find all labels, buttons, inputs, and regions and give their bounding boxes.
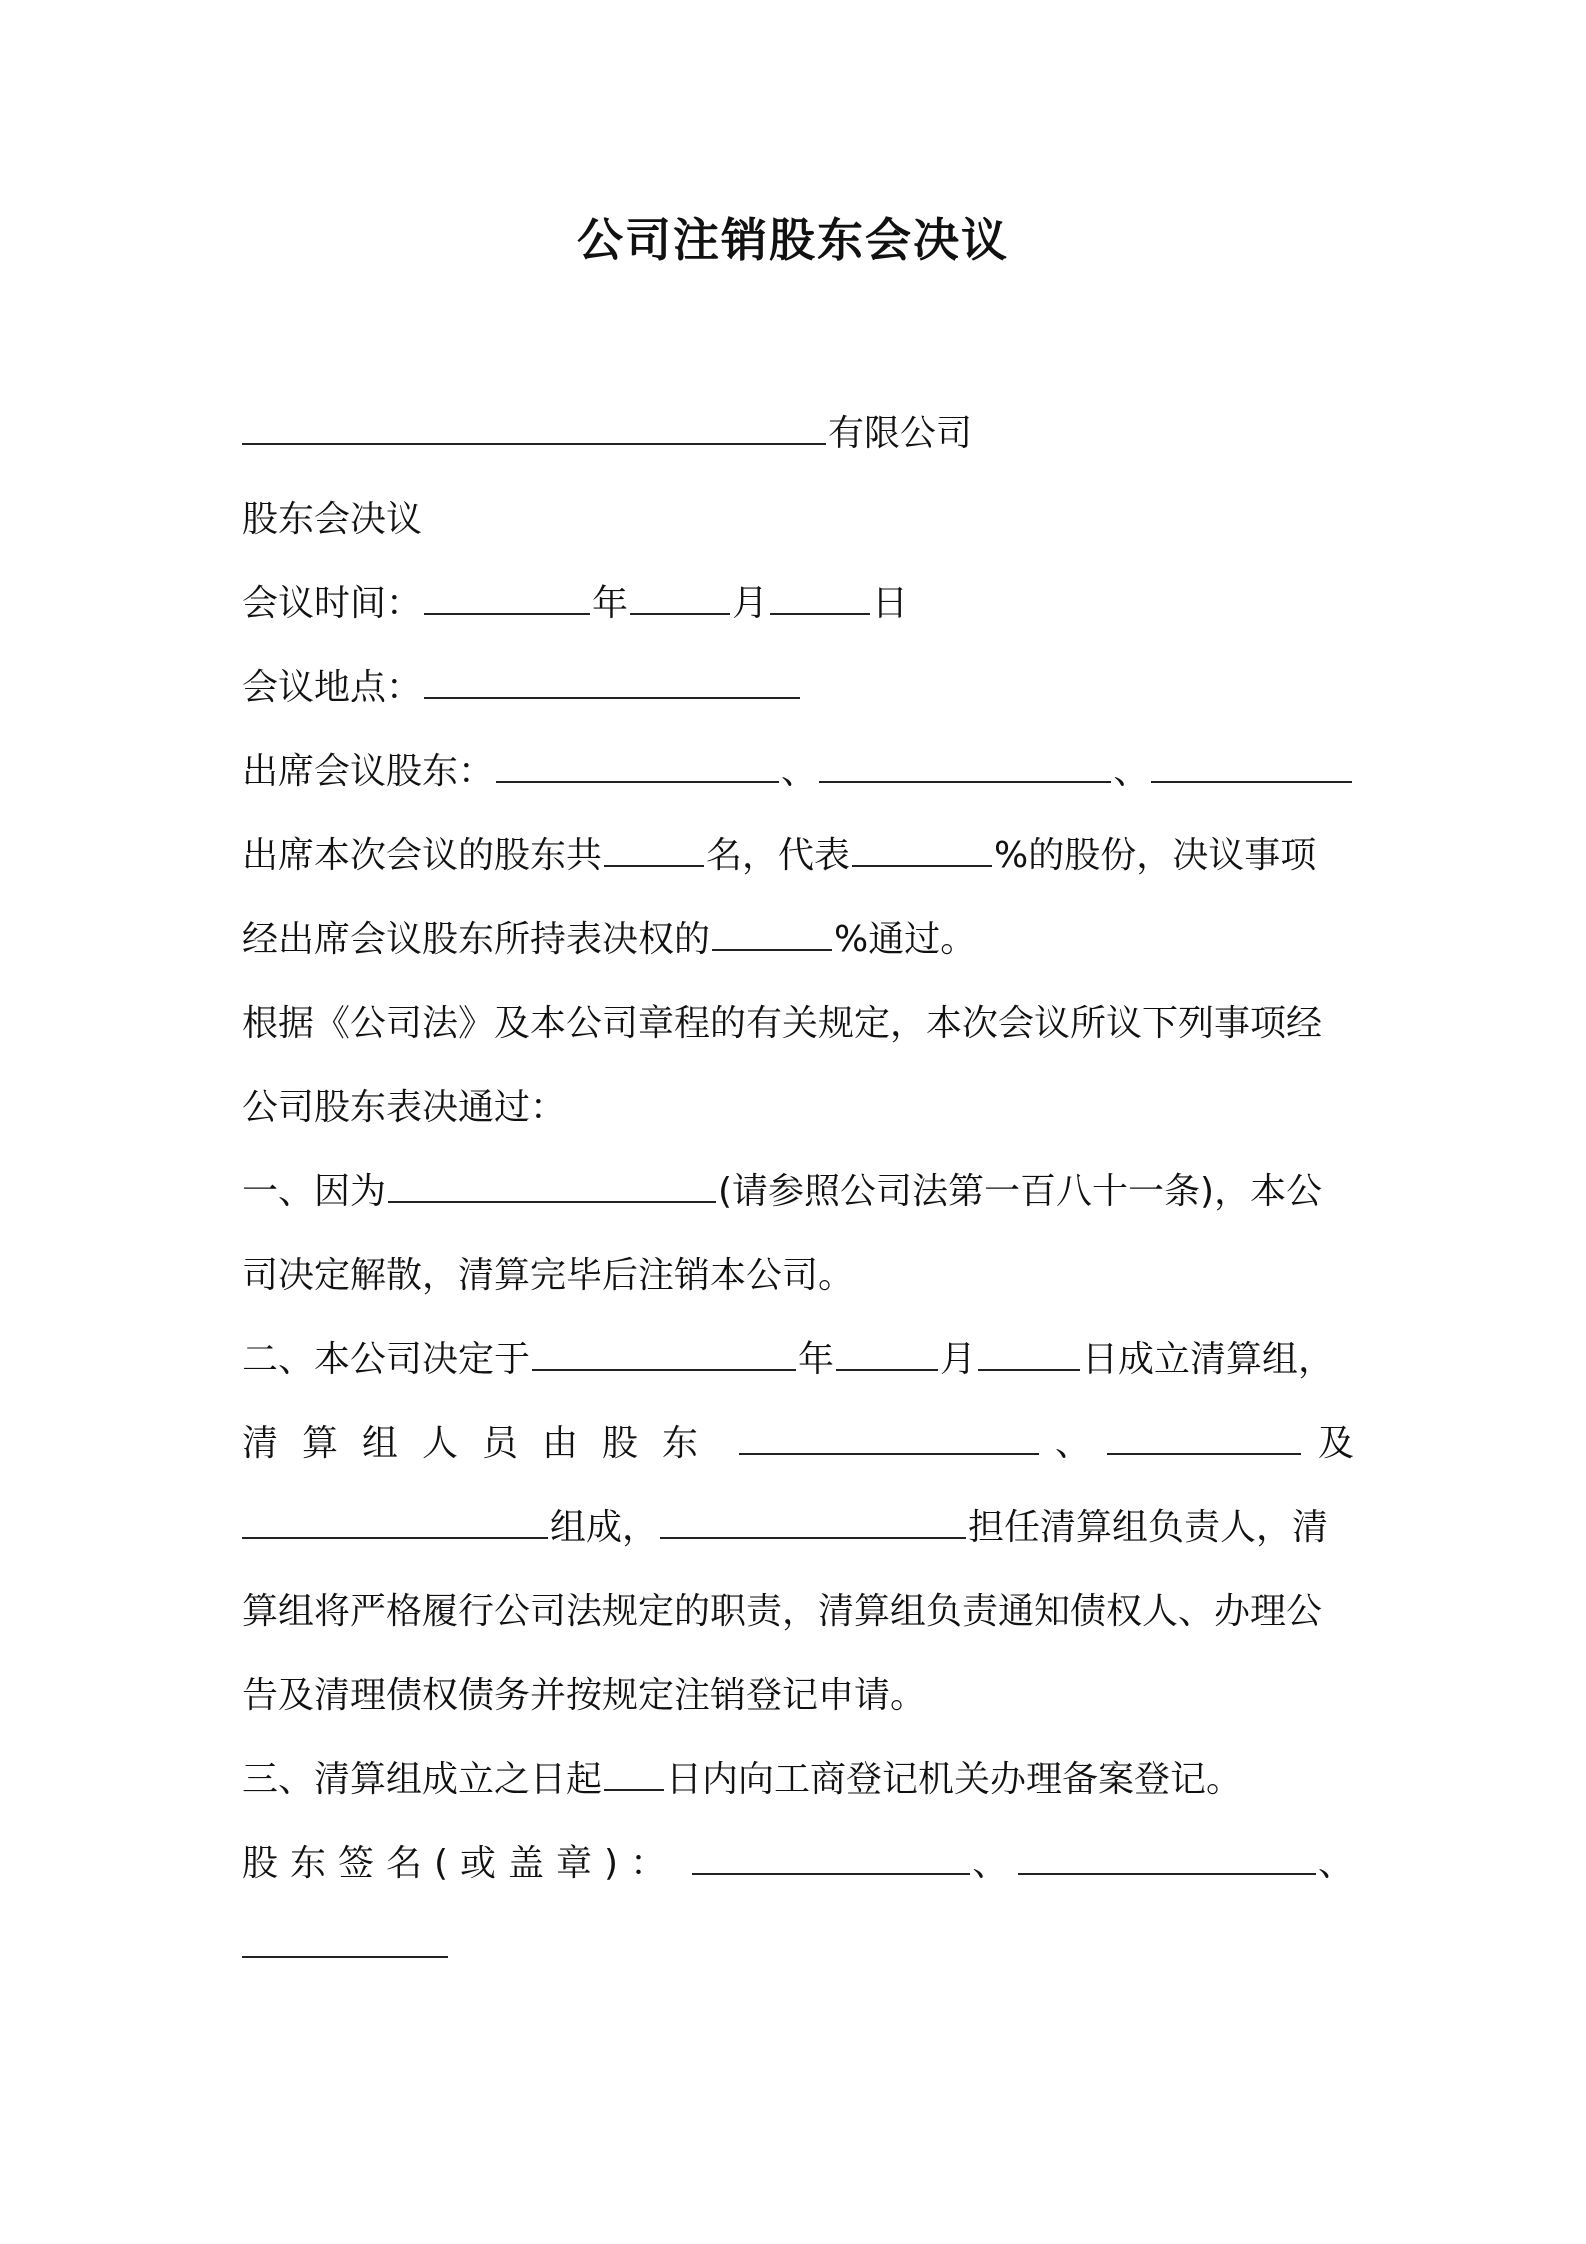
signature-sep-2: 、 bbox=[1317, 1843, 1354, 1884]
attendee-sep-1: 、 bbox=[780, 751, 817, 792]
item1-ref: (请参照公司法第一百八十一条)，本公 bbox=[718, 1171, 1323, 1212]
member-blank-3 bbox=[242, 1499, 548, 1539]
resolution-heading: 股东会决议 bbox=[242, 499, 423, 540]
item1-line-1 bbox=[242, 1162, 1354, 1222]
liquidation-day-blank bbox=[978, 1331, 1080, 1371]
meeting-year-blank bbox=[424, 575, 590, 615]
item2-year: 年 bbox=[798, 1339, 835, 1380]
item2-prefix: 二、本公司决定于 bbox=[242, 1339, 531, 1380]
attendance-text-4: 经出席会议股东所持表决权的 bbox=[242, 919, 711, 960]
signature-blank-2 bbox=[1018, 1835, 1316, 1875]
attendee-sep-2: 、 bbox=[1113, 751, 1150, 792]
item2-line-1 bbox=[242, 1330, 1354, 1390]
meeting-place-blank bbox=[424, 659, 800, 699]
item3-line bbox=[242, 1750, 1354, 1810]
item1-line-2: 司决定解散，清算完毕后注销本公司。 bbox=[242, 1255, 855, 1296]
signature-line-2 bbox=[242, 1918, 1354, 1978]
meeting-month-blank bbox=[630, 575, 730, 615]
attendance-text-5: %通过。 bbox=[834, 919, 977, 960]
signature-blank-1 bbox=[692, 1835, 970, 1875]
attendee-blank-3 bbox=[1151, 743, 1352, 783]
company-name-line bbox=[242, 404, 1354, 464]
filing-days-blank bbox=[604, 1751, 664, 1791]
signature-sep-1: 、 bbox=[972, 1843, 1009, 1884]
liquidation-month-blank bbox=[836, 1331, 938, 1371]
attendee-count-blank bbox=[604, 827, 704, 867]
item1-prefix: 一、因为 bbox=[242, 1171, 387, 1212]
member-blank-1 bbox=[739, 1415, 1039, 1455]
basis-line-2: 公司股东表决通过： bbox=[242, 1087, 567, 1128]
item2-line-4: 算组将严格履行公司法规定的职责，清算组负责通知债权人、办理公 bbox=[242, 1591, 1323, 1632]
company-name-blank bbox=[242, 405, 826, 445]
leader-blank bbox=[660, 1499, 966, 1539]
meeting-time-label: 会议时间： bbox=[242, 583, 423, 624]
item2-month: 月 bbox=[940, 1339, 977, 1380]
meeting-place-label: 会议地点： bbox=[242, 667, 423, 708]
attendees-label: 出席会议股东： bbox=[242, 751, 495, 792]
company-suffix: 有限公司 bbox=[828, 413, 973, 454]
member-sep: 、 bbox=[1054, 1423, 1091, 1464]
meeting-year-label: 年 bbox=[592, 583, 629, 624]
member-blank-2 bbox=[1107, 1415, 1301, 1455]
share-percent-blank bbox=[852, 827, 992, 867]
signature-blank-3 bbox=[242, 1918, 448, 1958]
attendee-blank-2 bbox=[819, 743, 1111, 783]
document-title: 公司注销股东会决议 bbox=[577, 213, 1009, 267]
attendance-text-1: 出席本次会议的股东共 bbox=[242, 835, 603, 876]
attendance-line-1 bbox=[242, 826, 1354, 886]
basis-line-1: 根据《公司法》及本公司章程的有关规定，本次会议所议下列事项经 bbox=[242, 1003, 1323, 1044]
meeting-time-line bbox=[242, 574, 1354, 634]
item2-composed: 组成， bbox=[550, 1507, 659, 1548]
item3-prefix: 三、清算组成立之日起 bbox=[242, 1759, 603, 1800]
item2-line-5: 告及清理债权债务并按规定注销登记申请。 bbox=[242, 1675, 927, 1716]
attendees-line bbox=[242, 742, 1354, 802]
signature-label: 股东签名(或盖章)： bbox=[242, 1843, 679, 1884]
members-label: 清算组人员由股东 bbox=[242, 1423, 723, 1464]
member-and: 及 bbox=[1317, 1423, 1354, 1464]
item2-line-2 bbox=[242, 1414, 1354, 1474]
vote-percent-blank bbox=[712, 911, 832, 951]
item3-suffix: 日内向工商登记机关办理备案登记。 bbox=[666, 1759, 1243, 1800]
meeting-day-blank bbox=[770, 575, 870, 615]
meeting-place-line bbox=[242, 658, 1354, 718]
signature-line bbox=[242, 1834, 1354, 1894]
item2-suffix: 日成立清算组， bbox=[1082, 1339, 1335, 1380]
meeting-day-label: 日 bbox=[872, 583, 909, 624]
attendance-text-2: 名，代表 bbox=[706, 835, 851, 876]
attendance-text-3: %的股份，决议事项 bbox=[994, 835, 1317, 876]
attendee-blank-1 bbox=[496, 743, 779, 783]
attendance-line-2 bbox=[242, 910, 1354, 970]
liquidation-year-blank bbox=[532, 1331, 796, 1371]
item2-leader: 担任清算组负责人，清 bbox=[968, 1507, 1329, 1548]
meeting-month-label: 月 bbox=[732, 583, 769, 624]
item2-line-3 bbox=[242, 1498, 1354, 1558]
dissolution-reason-blank bbox=[388, 1163, 716, 1203]
